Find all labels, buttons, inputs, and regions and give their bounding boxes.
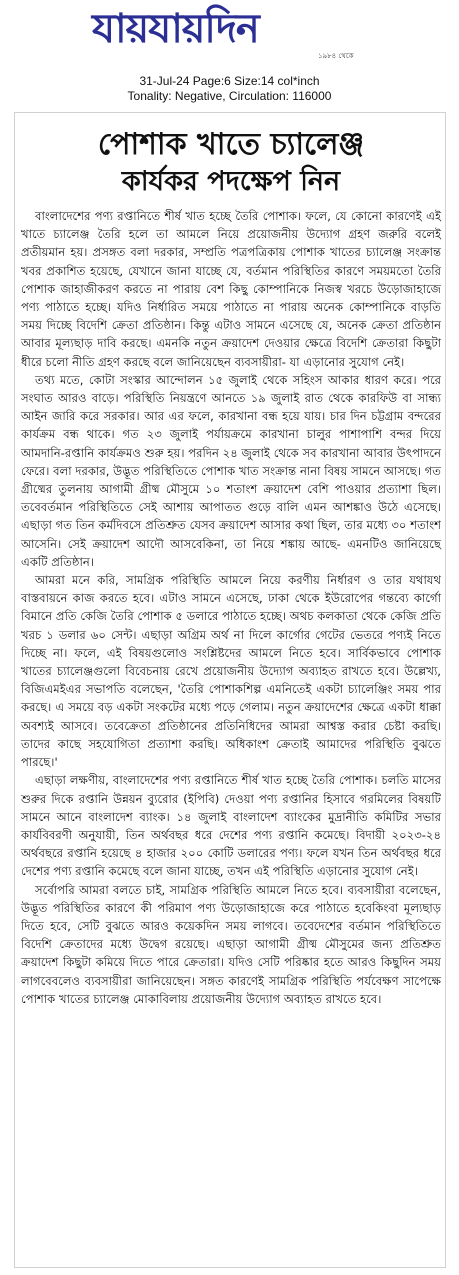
paragraph-1: বাংলাদেশের পণ্য রপ্তানিতে শীর্ষ খাত হচ্ছে তৈরি পোশাক। ফলে, যে কোনো কারণেই এই খাতে চ্যালেঞ্জ তৈরি হলে তা আমলে নিয়ে প্রয়োজনীয় উদ্যোগ গ্রহণ জরুরি বলেই প্রতীয়মান হয়। প্রসঙ্গত বলা দরকার, সম্প্রতি পত্রপত্রিকায় পোশাক খাতের চ্যালেঞ্জ সংক্রান্ত খবর প্রকাশিত হয়েছে, যেখানে জানা যাচ্ছে যে, বর্তমান পরিস্থিতির কারণে সময়মতো তৈরি পোশাক জাহাজীকরণ করতে না পারায় বেশ কিছু কোম্পানিকে নিজস্ব খরচে উড়োজাহাজে পণ্য পাঠাতে হচ্ছে। যদিও নির্ধারিত সময়ে পাঠাতে না পারায় অনেক কোম্পানিকে বাড়তি সময় দিচ্ছে বিদেশি ক্রেতা প্রতিষ্ঠান। কিন্তু এটাও সামনে এসেছে যে, অনেক ক্রেতা প্রতিষ্ঠান আবার মূল্যছাড় দাবি করছে। এমনকি নতুন ক্রয়াদেশ দেওয়ার ক্ষেত্রে বিদেশি ক্রেতারা কিছুটা ধীরে চলো নীতি গ্রহণ করছে বলে জানিয়েছেন ব্যবসায়ীরা- যা এড়ানোর সুযোগ নেই।: [21, 209, 441, 369]
logo-since-text: ১৯৮৪ থেকে: [318, 52, 354, 60]
headline-sub: কার্যকর পদক্ষেপ নিন: [121, 166, 341, 197]
paragraph-2: তথ্য মতে, কোটা সংস্কার আন্দোলন ১৫ জুলাই থেকে সহিংস আকার ধারণ করে। পরে সংঘাত আরও বাড়ে। পরিস্থিতি নিয়ন্ত্রণে আনতে ১৯ জুলাই রাত থেকে কারফিউ বা সান্ধ্য আইন জারি করে সরকার। আর এর ফলে, কারখানা বন্ধ হয়ে যায়। চার দিন চট্টগ্রাম বন্দরের কার্যক্রম বন্ধ থাকে। গত ২৩ জুলাই পর্যায়ক্রমে কারখানা চালুর পাশাপাশি বন্দর দিয়ে আমদানি-রপ্তানি কার্যক্রমও শুরু হয়। পরদিন ২৪ জুলাই থেকে সব কারখানা আবার উৎপাদনে ফেরে। বলা দরকার, উদ্ভূত পরিস্থিতিতে পোশাক খাত সংক্রান্ত নানা বিষয় সামনে আসছে। গত গ্রীষ্মের তুলনায় আগামী গ্রীষ্ম মৌসুমে ১০ শতাংশ ক্রয়াদেশ বেশি পাওয়ার প্রত্যাশা ছিল। তবেবর্তমান পরিস্থিতিতে সেই আশায় আপাতত গুড়ে বালি এমন আশঙ্কাও উঠে এসেছে। এছাড়া গত তিন কর্মদিবসে প্রতিশ্রুত যেসব ক্রয়াদেশ আসার কথা ছিল, তার মধ্যে ৩০ শতাংশ আসেনি। সেই ক্রয়াদেশ আদৌ আসবেকিনা, তা নিয়ে শঙ্কায় আছে- এমনটিও জানিয়েছে একটি প্রতিষ্ঠান।: [21, 372, 441, 569]
editorial-article: [14, 112, 446, 1268]
headline-main: পোশাক খাতে চ্যালেঞ্জ: [97, 127, 365, 162]
masthead: [0, 0, 459, 103]
paragraph-5: সর্বোপরি আমরা বলতে চাই, সামগ্রিক পরিস্থিতি আমলে নিতে হবে। ব্যবসায়ীরা বলেছেন, উদ্ভূত পরিস্থিতির কারণে কী পরিমাণ পণ্য উড়োজাহাজে করে পাঠাতে হবেকিংবা মূল্যছাড় দিতে হবে, সেটি বুঝতে আরও কয়েকদিন সময় লাগবে। তবেদেশের বর্তমান পরিস্থিতিতে বিদেশি ক্রেতাদের মধ্যে উদ্বেগ রয়েছে। এছাড়া আগামী গ্রীষ্ম মৌসুমের জন্য প্রতিশ্রুত ক্রয়াদেশ কিছুটা কমিয়ে দিতে পারে ক্রেতারা। যদিও সেটি পরিষ্কার হতে আরও কিছুদিন সময় লাগবেবলেও ব্যবসায়ীরা জানিয়েছেন। সঙ্গত কারণেই সামগ্রিক পরিস্থিতি পর্যবেক্ষণ সাপেক্ষে পোশাক খাতের চ্যালেঞ্জ মোকাবিলায় প্রয়োজনীয় উদ্যোগ অব্যাহত রাখতে হবে।: [21, 882, 441, 1006]
article-body: [21, 207, 441, 1008]
clipping-meta-line1: 31-Jul-24 Page:6 Size:14 col*inch: [139, 74, 320, 88]
clipping-meta-line2: Tonality: Negative, Circulation: 116000: [127, 89, 332, 103]
paragraph-4: এছাড়া লক্ষণীয়, বাংলাদেশের পণ্য রপ্তানিতে শীর্ষ খাত হচ্ছে তৈরি পোশাক। চলতি মাসের শুরুর দিকে রপ্তানি উন্নয়ন ব্যুরোর (ইপিবি) দেওয়া পণ্য রপ্তানির হিসাবে গরমিলের বিষয়টি সামনে আনে বাংলাদেশ ব্যাংক। ১৪ জুলাই বাংলাদেশ ব্যাংকের মুদ্রানীতি কমিটির সভার কার্যবিবরণী অনুযায়ী, তিন অর্থবছর ধরে দেশের পণ্য রপ্তানি কমেছে। বিদায়ী ২০২৩-২৪ অর্থবছরে রপ্তানি হয়েছে ৪ হাজার ২০০ কোটি ডলারের পণ্য। ফলে যখন তিন অর্থবছর ধরে দেশের পণ্য রপ্তানি কমেছে বলে জানা যাচ্ছে, তখন এই পরিস্থিতি এড়ানোর সুযোগ নেই।: [21, 773, 441, 879]
newspaper-logo: যায়যায়দিন: [92, 6, 259, 52]
paragraph-3: আমরা মনে করি, সামগ্রিক পরিস্থিতি আমলে নিয়ে করণীয় নির্ধারণ ও তার যথাযথ বাস্তবায়নে কাজ করতে হবে। এটাও সামনে এসেছে, ঢাকা থেকে ইউরোপের গন্তব্যে কার্গো বিমানে প্রতি কেজি তৈরি পোশাক ৫ ডলারে পাঠাতে হচ্ছে। অথচ কলকাতা থেকে কেজি প্রতি খরচ ১ ডলার ৬০ সেন্ট। এছাড়া অগ্রিম অর্থ না দিলে কার্গোর গেটের ভেতরে পণ্যই নিতে দিচ্ছে না। ফলে, এই বিষয়গুলোও সংশ্লিষ্টদের আমলে নিতে হবে। সার্বিকভাবে পোশাক খাতের চ্যালেঞ্জগুলো বিবেচনায় রেখে প্রয়োজনীয় উদ্যোগ অব্যাহত রাখতে হবে। উল্লেখ্য, বিজিএমইএর সভাপতি বলেছেন, 'তৈরি পোশাকশিল্প এমনিতেই একটা চ্যালেঞ্জিং সময় পার করছে। এ সময়ে বড় একটা সংকটের মধ্যে পড়ে গেলাম। নতুন ক্রয়াদেশের ক্ষেত্রে একটা ধাক্কা অবশ্যই আসবে। তবেক্রেতা প্রতিষ্ঠানের প্রতিনিধিদের আমরা আশ্বস্ত করার চেষ্টা করছি। তাদের কাছে সহযোগিতা প্রত্যাশা করছি। অধিকাংশ ক্রেতাই আমাদের পরিস্থিতি বুঝতে পারছে।': [21, 573, 441, 770]
